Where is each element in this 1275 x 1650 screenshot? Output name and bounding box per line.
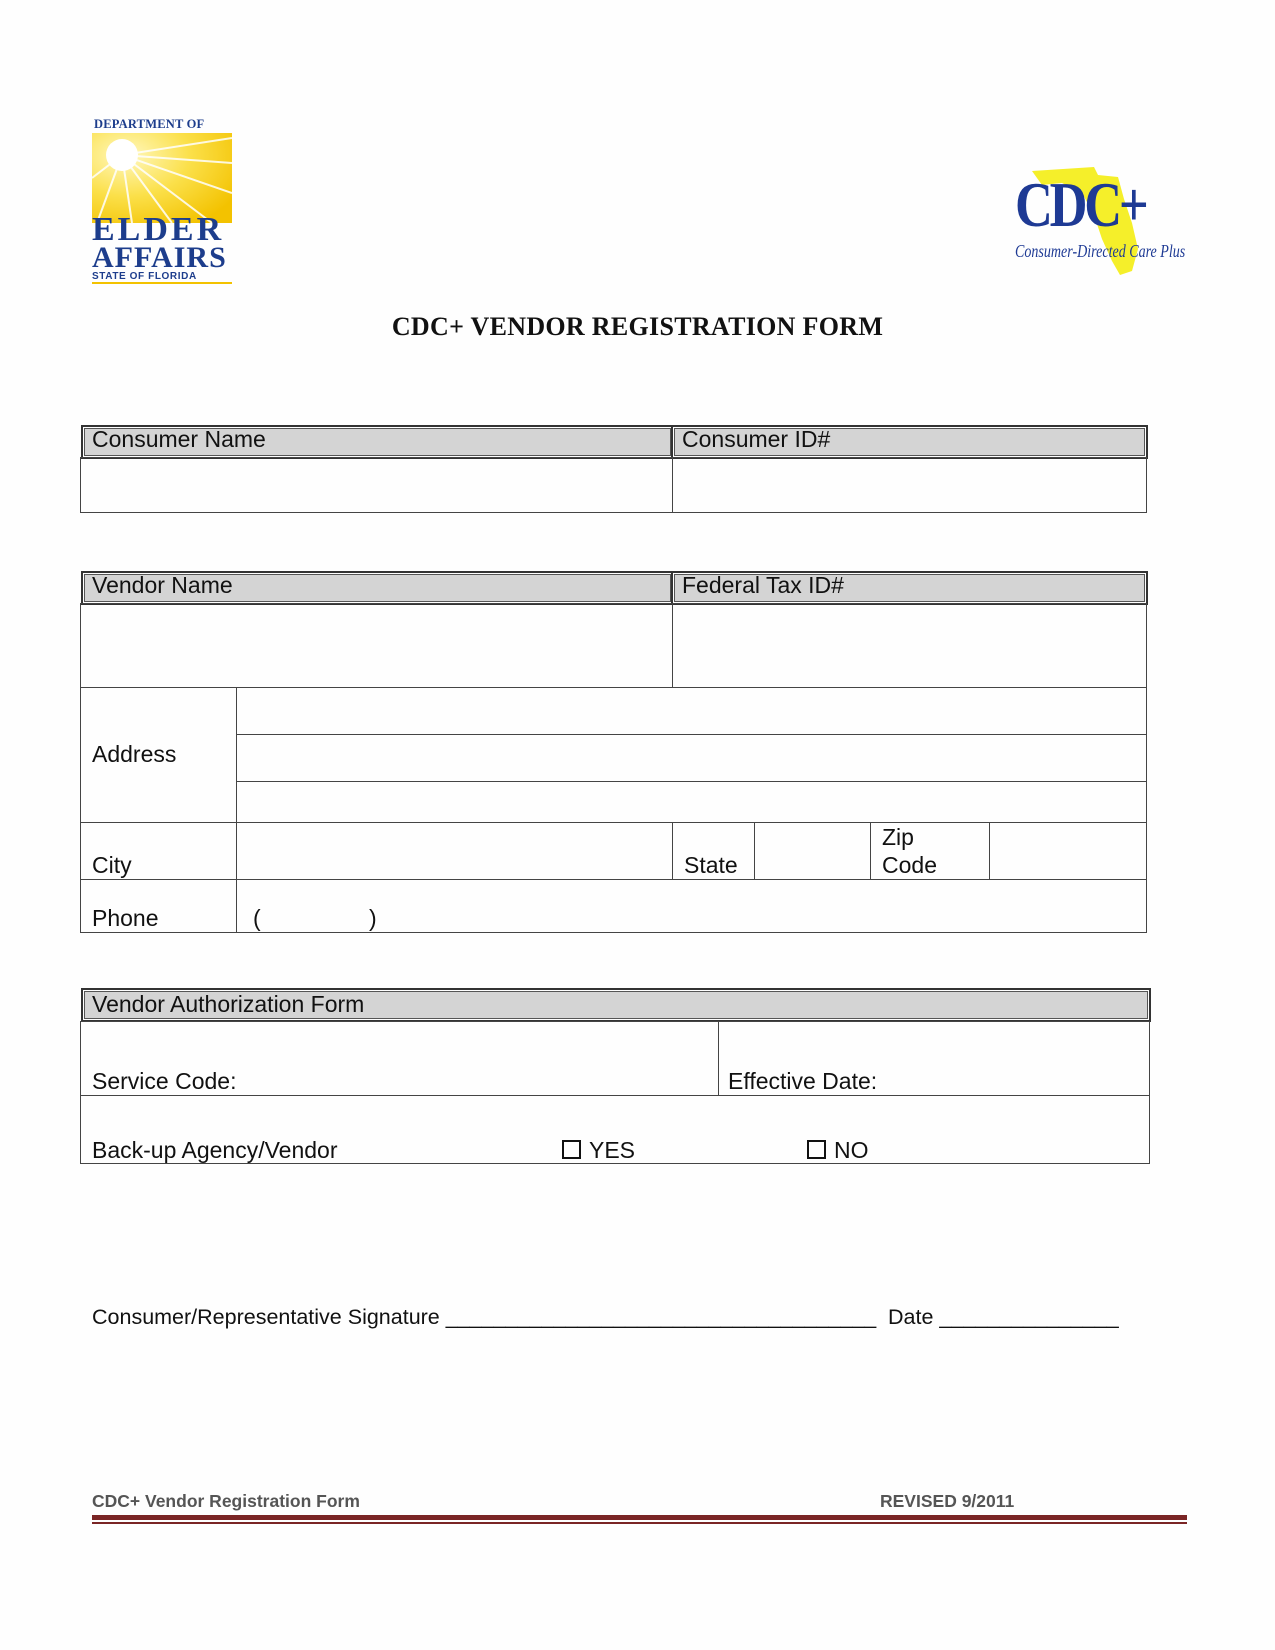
yes-checkbox[interactable] (562, 1140, 581, 1159)
phone-area-open: ( (253, 905, 261, 931)
consumer-id-label: Consumer ID# (682, 426, 831, 452)
address-line-3-field[interactable] (238, 783, 1144, 821)
zip-label-line-2: Code (882, 852, 937, 878)
footer-form-name: CDC+ Vendor Registration Form (92, 1491, 360, 1511)
state-field[interactable] (756, 824, 868, 878)
date-row (888, 1305, 1119, 1330)
city-field[interactable] (238, 824, 670, 878)
cdc-plus-logo (1010, 165, 1186, 277)
vendor-name-label: Vendor Name (92, 572, 233, 598)
service-code-label: Service Code: (92, 1068, 237, 1094)
consumer-id-field[interactable] (674, 459, 1144, 511)
zip-code-field[interactable] (991, 824, 1144, 878)
state-label: State (684, 852, 738, 878)
logo-dept-text: DEPARTMENT OF (94, 117, 205, 131)
signature-label: Consumer/Representative Signature (92, 1305, 440, 1329)
no-label: NO (834, 1137, 869, 1163)
logo-elder-text: ELDER (92, 211, 225, 248)
vendor-name-field[interactable] (82, 605, 670, 685)
footer-rule-thin (92, 1522, 1187, 1524)
logo-affairs-text: AFFAIRS (92, 241, 227, 274)
backup-agency-label: Back-up Agency/Vendor (92, 1137, 338, 1163)
phone-field[interactable] (238, 881, 1144, 931)
consumer-name-label: Consumer Name (92, 426, 266, 452)
phone-label: Phone (92, 905, 159, 931)
no-checkbox[interactable] (807, 1140, 826, 1159)
elder-affairs-logo (92, 115, 237, 285)
footer-rule (92, 1515, 1187, 1520)
service-code-field[interactable] (82, 1023, 716, 1093)
logo-state-text: STATE OF FLORIDA (92, 271, 232, 284)
authorization-header-label: Vendor Authorization Form (92, 991, 365, 1017)
zip-label-line-1: Zip (882, 824, 914, 850)
address-line-2-field[interactable] (238, 736, 1144, 780)
date-line[interactable]: _______________ (939, 1305, 1119, 1329)
city-label: City (92, 852, 132, 878)
address-label: Address (92, 741, 177, 767)
page-title: CDC+ VENDOR REGISTRATION FORM (391, 312, 884, 341)
phone-area-close: ) (369, 905, 377, 931)
tax-id-field[interactable] (674, 605, 1144, 685)
signature-row (92, 1305, 876, 1330)
consumer-name-field[interactable] (82, 459, 670, 511)
tax-id-label: Federal Tax ID# (682, 572, 844, 598)
yes-label: YES (589, 1137, 636, 1163)
logo-brand-text: CDC+ (1015, 169, 1146, 240)
date-label: Date (888, 1305, 934, 1329)
signature-line[interactable]: ____________________________________ (445, 1305, 877, 1329)
sun-icon (92, 133, 232, 223)
effective-date-label: Effective Date: (728, 1068, 878, 1094)
footer-revision: REVISED 9/2011 (880, 1491, 1015, 1511)
backup-yes-option[interactable] (562, 1137, 635, 1164)
backup-no-option[interactable] (807, 1137, 869, 1164)
effective-date-field[interactable] (720, 1023, 1147, 1093)
logo-subtitle-text: Consumer-Directed Care Plus (1015, 241, 1186, 261)
address-line-1-field[interactable] (238, 689, 1144, 733)
